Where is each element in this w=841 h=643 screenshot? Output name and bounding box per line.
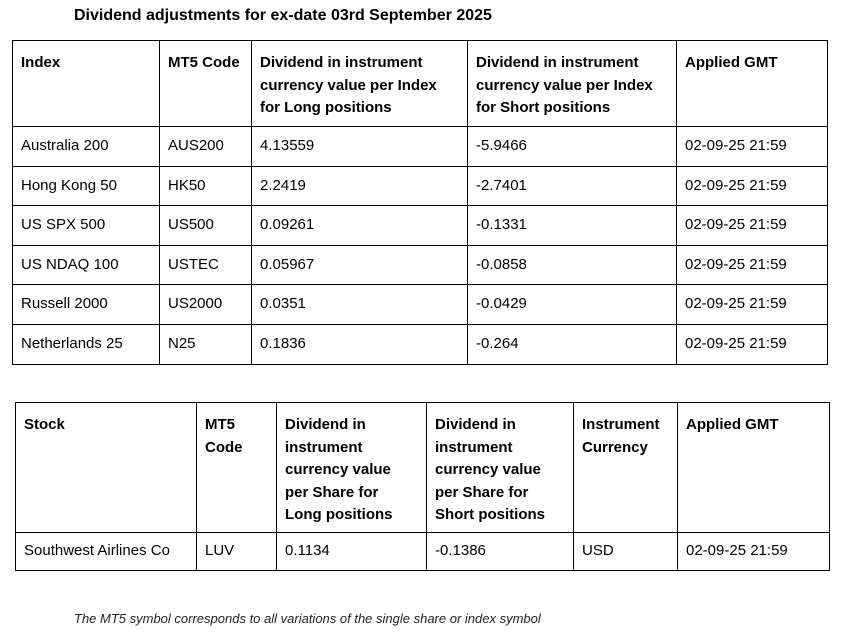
column-header-short-dividend: Dividend in instrument currency value per Index for Short positions (468, 41, 677, 127)
index-name-cell: US NDAQ 100 (13, 245, 160, 285)
page-title: Dividend adjustments for ex-date 03rd September 2025 (74, 7, 492, 24)
applied-gmt-cell: 02-09-25 21:59 (677, 206, 828, 246)
column-header-long-dividend: Dividend in instrument currency value per Share for Long positions (277, 403, 427, 533)
table-row (13, 285, 828, 325)
column-header-index: Index (13, 41, 160, 127)
column-header-applied-gmt: Applied GMT (677, 41, 828, 127)
short-dividend-cell: -0.0429 (468, 285, 677, 325)
short-dividend-cell: -0.1331 (468, 206, 677, 246)
short-dividend-cell: -2.7401 (468, 166, 677, 206)
mt5-code-cell: US500 (160, 206, 252, 246)
index-name-cell: Hong Kong 50 (13, 166, 160, 206)
applied-gmt-cell: 02-09-25 21:59 (677, 166, 828, 206)
column-header-long-dividend: Dividend in instrument currency value per Index for Long positions (252, 41, 468, 127)
table-row (13, 206, 828, 246)
table-row (16, 533, 830, 571)
column-header-short-dividend: Dividend in instrument currency value per Share for Short positions (427, 403, 574, 533)
short-dividend-cell: -0.264 (468, 324, 677, 364)
index-name-cell: Netherlands 25 (13, 324, 160, 364)
table-header-row (13, 41, 828, 127)
stock-dividend-table (15, 402, 830, 571)
long-dividend-cell: 0.05967 (252, 245, 468, 285)
short-dividend-cell: -5.9466 (468, 127, 677, 167)
long-dividend-cell: 0.1134 (277, 533, 427, 571)
long-dividend-cell: 0.0351 (252, 285, 468, 325)
index-name-cell: Russell 2000 (13, 285, 160, 325)
applied-gmt-cell: 02-09-25 21:59 (678, 533, 830, 571)
mt5-code-cell: AUS200 (160, 127, 252, 167)
table-header-row (16, 403, 830, 533)
index-name-cell: Australia 200 (13, 127, 160, 167)
long-dividend-cell: 4.13559 (252, 127, 468, 167)
table-row (13, 245, 828, 285)
table-row (13, 127, 828, 167)
short-dividend-cell: -0.1386 (427, 533, 574, 571)
mt5-code-cell: USTEC (160, 245, 252, 285)
table-row (13, 324, 828, 364)
applied-gmt-cell: 02-09-25 21:59 (677, 324, 828, 364)
applied-gmt-cell: 02-09-25 21:59 (677, 285, 828, 325)
column-header-mt5-code: MT5 Code (160, 41, 252, 127)
index-dividend-table (12, 40, 828, 365)
short-dividend-cell: -0.0858 (468, 245, 677, 285)
applied-gmt-cell: 02-09-25 21:59 (677, 127, 828, 167)
column-header-stock: Stock (16, 403, 197, 533)
column-header-instrument-currency: Instrument Currency (574, 403, 678, 533)
table-row (13, 166, 828, 206)
instrument-currency-cell: USD (574, 533, 678, 571)
stock-name-cell: Southwest Airlines Co (16, 533, 197, 571)
column-header-applied-gmt: Applied GMT (678, 403, 830, 533)
long-dividend-cell: 0.1836 (252, 324, 468, 364)
mt5-code-cell: N25 (160, 324, 252, 364)
long-dividend-cell: 0.09261 (252, 206, 468, 246)
long-dividend-cell: 2.2419 (252, 166, 468, 206)
applied-gmt-cell: 02-09-25 21:59 (677, 245, 828, 285)
mt5-code-cell: US2000 (160, 285, 252, 325)
index-name-cell: US SPX 500 (13, 206, 160, 246)
mt5-code-cell: LUV (197, 533, 277, 571)
mt5-code-cell: HK50 (160, 166, 252, 206)
column-header-mt5-code: MT5 Code (197, 403, 277, 533)
footnote: The MT5 symbol corresponds to all variations of the single share or index symbol (74, 611, 541, 626)
